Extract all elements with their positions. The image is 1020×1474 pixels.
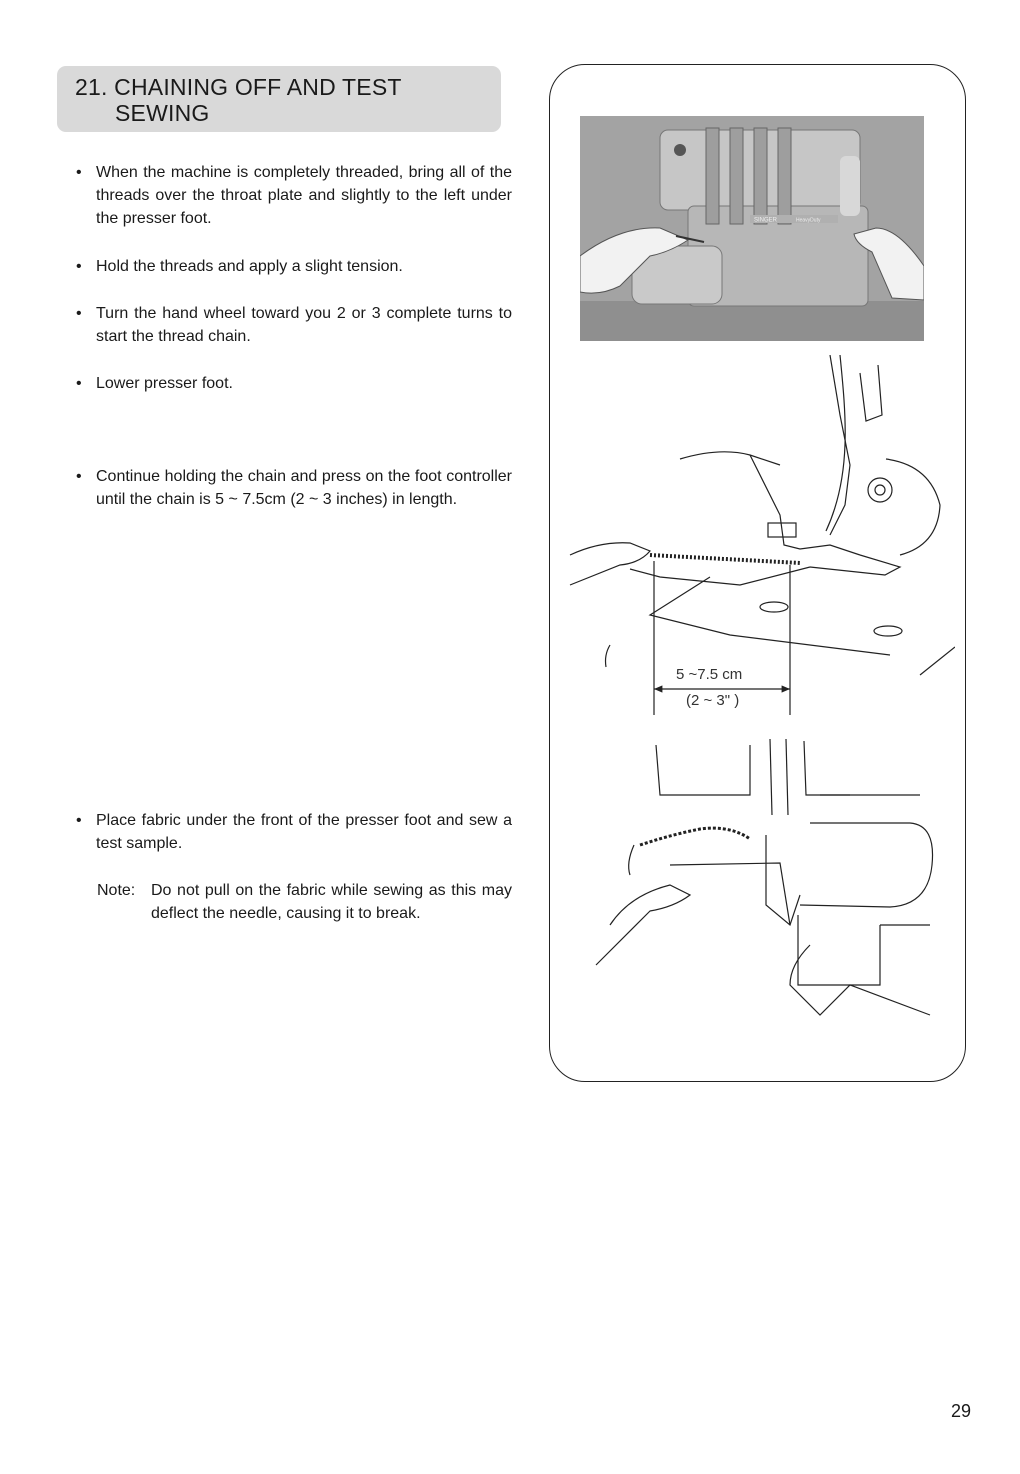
- instruction-text: Place fabric under the front of the presser foot and sew a test sample.: [96, 812, 512, 852]
- note-text: Do not pull on the fabric while sewing as this may deflect the needle, causing it to break.: [151, 882, 512, 922]
- page-number: 29: [951, 1401, 972, 1421]
- instruction-text: Hold the threads and apply a slight tension.: [96, 258, 403, 275]
- bullet-marker: •: [76, 468, 82, 485]
- chain-length-metric: 5 ~7.5 cm: [676, 666, 743, 683]
- note: [97, 879, 512, 925]
- chain-length-imperial: (2 ~ 3" ): [686, 692, 740, 709]
- section-title-line1: CHAINING OFF AND TEST: [114, 74, 402, 100]
- instruction-bullet: [76, 372, 512, 395]
- figure-panel: [549, 64, 966, 1082]
- chain-drawing: [560, 355, 955, 715]
- bullet-marker: •: [76, 812, 82, 829]
- instruction-bullet: [76, 255, 512, 278]
- bullet-marker: •: [76, 305, 82, 322]
- machine-photo: [580, 116, 924, 341]
- machine-brand-label: SINGER: [754, 217, 778, 224]
- section-title: [75, 74, 402, 101]
- instruction-text: Lower presser foot.: [96, 375, 233, 392]
- instruction-bullet: [76, 302, 512, 348]
- bullet-marker: •: [76, 375, 82, 392]
- instruction-text: When the machine is completely threaded, bring all of the threads over the throat plate and slightly to the left under the presser foot.: [96, 164, 512, 227]
- instruction-text: Turn the hand wheel toward you 2 or 3 complete turns to start the thread chain.: [96, 305, 512, 345]
- section-number: 21.: [75, 74, 108, 100]
- instruction-bullet: [76, 809, 512, 855]
- bullet-marker: •: [76, 164, 82, 181]
- instruction-bullet: [76, 465, 512, 511]
- bullet-marker: •: [76, 258, 82, 275]
- section-title-line2: SEWING: [115, 100, 210, 126]
- test-sewing-drawing: [590, 735, 940, 1025]
- note-label: Note:: [97, 882, 136, 899]
- section-title-box: [57, 66, 501, 132]
- machine-model-label: HeavyDuty: [796, 217, 821, 224]
- instruction-text: Continue holding the chain and press on the foot controller until the chain is 5 ~ 7.5cm (2 ~ 3 inches) in length.: [96, 468, 512, 508]
- instruction-bullet: [76, 161, 512, 230]
